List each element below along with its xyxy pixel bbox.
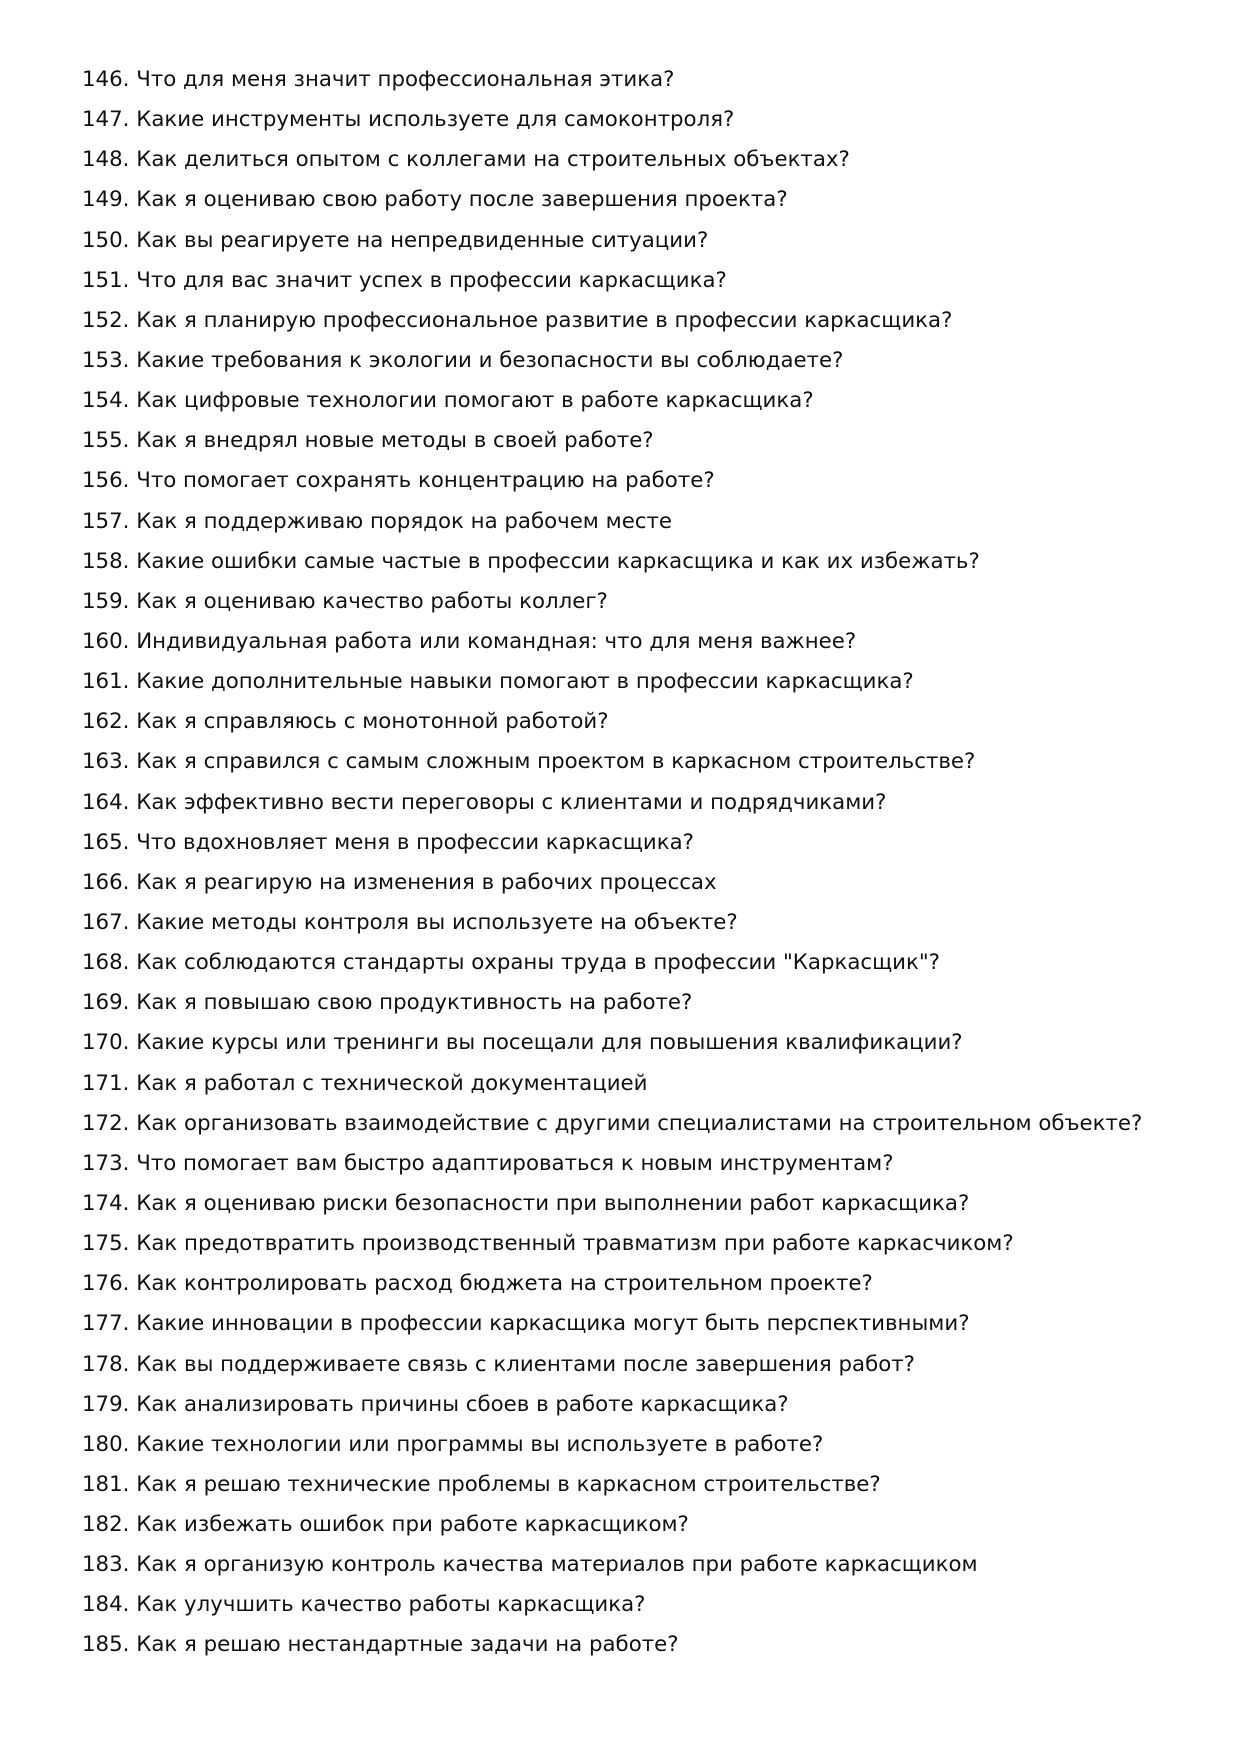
question-number: 167. (82, 909, 130, 935)
question-number: 185. (82, 1632, 130, 1658)
list-item (82, 261, 1212, 301)
list-item (82, 1144, 1212, 1184)
list-item (82, 1184, 1212, 1224)
question-number: 175. (82, 1231, 130, 1257)
question-number: 148. (82, 147, 130, 173)
question-text: Какие требования к экологии и безопасности вы соблюдаете? (136, 347, 844, 373)
question-text: Как я внедрял новые методы в своей работе? (136, 428, 654, 454)
question-text: Какие инновации в профессии каркасщика могут быть перспективными? (136, 1311, 970, 1337)
question-text: Что вдохновляет меня в профессии каркасщика? (136, 829, 694, 855)
list-item (82, 381, 1212, 421)
list-item (82, 502, 1212, 542)
list-item (82, 1465, 1212, 1505)
list-item (82, 1224, 1212, 1264)
question-text: Как контролировать расход бюджета на строительном проекте? (136, 1271, 873, 1297)
list-item (82, 421, 1212, 461)
question-number: 171. (82, 1070, 130, 1096)
question-number: 166. (82, 869, 130, 895)
question-text: Как вы реагируете на непредвиденные ситуации? (136, 227, 709, 253)
question-number: 152. (82, 307, 130, 333)
question-number: 174. (82, 1190, 130, 1216)
question-text: Какие инструменты используете для самоконтроля? (136, 107, 735, 133)
list-item (82, 1264, 1212, 1304)
question-number: 176. (82, 1271, 130, 1297)
list-item (82, 1625, 1212, 1665)
question-number: 155. (82, 428, 130, 454)
list-item (82, 622, 1212, 662)
question-number: 165. (82, 829, 130, 855)
list-item (82, 983, 1212, 1023)
list-item (82, 461, 1212, 501)
question-text: Индивидуальная работа или командная: что для меня важнее? (136, 628, 857, 654)
list-item (82, 943, 1212, 983)
list-item (82, 221, 1212, 261)
list-item (82, 1585, 1212, 1625)
question-text: Как вы поддерживаете связь с клиентами после завершения работ? (136, 1351, 915, 1377)
list-item (82, 662, 1212, 702)
question-number: 147. (82, 107, 130, 133)
question-text: Как я работал с технической документацией (136, 1070, 648, 1096)
question-text: Как я организую контроль качества материалов при работе каркасщиком (136, 1552, 978, 1578)
list-item (82, 702, 1212, 742)
question-text: Как я решаю технические проблемы в каркасном строительстве? (136, 1471, 881, 1497)
question-number: 151. (82, 267, 130, 293)
list-item (82, 140, 1212, 180)
question-number: 146. (82, 67, 130, 92)
question-number: 159. (82, 588, 130, 614)
question-text: Как я справился с самым сложным проектом в каркасном строительстве? (136, 749, 976, 775)
question-text: Как я оцениваю качество работы коллег? (136, 588, 608, 614)
question-number: 168. (82, 950, 130, 976)
question-number: 154. (82, 388, 130, 414)
list-item (82, 542, 1212, 582)
question-number: 149. (82, 187, 130, 213)
list-item (82, 1425, 1212, 1465)
list-item (82, 1505, 1212, 1545)
question-text: Как я оцениваю риски безопасности при выполнении работ каркасщика? (136, 1190, 970, 1216)
list-item (82, 742, 1212, 782)
question-text: Как избежать ошибок при работе каркасщиком? (136, 1512, 689, 1538)
question-number: 182. (82, 1512, 130, 1538)
question-number: 156. (82, 468, 130, 494)
list-item (82, 1345, 1212, 1385)
question-number: 169. (82, 990, 130, 1016)
list-item (82, 1545, 1212, 1585)
question-text: Как я решаю нестандартные задачи на работе? (136, 1632, 679, 1658)
question-text: Как я повышаю свою продуктивность на работе? (136, 990, 693, 1016)
question-number: 161. (82, 669, 130, 695)
question-number: 181. (82, 1471, 130, 1497)
question-number: 184. (82, 1592, 130, 1618)
list-item (82, 1023, 1212, 1063)
list-item (82, 1064, 1212, 1104)
question-text: Как эффективно вести переговоры с клиентами и подрядчиками? (136, 789, 887, 815)
question-number: 157. (82, 508, 130, 534)
question-text: Как делиться опытом с коллегами на строительных объектах? (136, 147, 850, 173)
question-number: 164. (82, 789, 130, 815)
question-number: 162. (82, 709, 130, 735)
question-number: 160. (82, 628, 130, 654)
question-number: 180. (82, 1431, 130, 1457)
question-text: Что для вас значит успех в профессии каркасщика? (136, 267, 727, 293)
question-text: Как я поддерживаю порядок на рабочем месте (136, 508, 673, 534)
question-text: Как цифровые технологии помогают в работе каркасщика? (136, 388, 814, 414)
list-item (82, 783, 1212, 823)
question-number: 179. (82, 1391, 130, 1417)
list-item (82, 341, 1212, 381)
list-item (82, 823, 1212, 863)
question-number: 153. (82, 347, 130, 373)
question-text: Что помогает вам быстро адаптироваться к новым инструментам? (136, 1150, 894, 1176)
question-number: 158. (82, 548, 130, 574)
question-text: Какие дополнительные навыки помогают в профессии каркасщика? (136, 669, 914, 695)
question-text: Какие технологии или программы вы используете в работе? (136, 1431, 824, 1457)
question-text: Как предотвратить производственный травматизм при работе каркасчиком? (136, 1231, 1014, 1257)
question-number: 172. (82, 1110, 130, 1136)
question-number: 150. (82, 227, 130, 253)
question-text: Что помогает сохранять концентрацию на работе? (136, 468, 715, 494)
question-text: Какие методы контроля вы используете на объекте? (136, 909, 738, 935)
question-text: Как я планирую профессиональное развитие в профессии каркасщика? (136, 307, 953, 333)
list-item (82, 100, 1212, 140)
question-number: 178. (82, 1351, 130, 1377)
question-text: Как улучшить качество работы каркасщика? (136, 1592, 646, 1618)
question-list (82, 60, 1212, 1666)
list-item (82, 60, 1212, 100)
question-text: Как я реагирую на изменения в рабочих процессах (136, 869, 717, 895)
question-text: Что для меня значит профессиональная этика? (136, 67, 675, 92)
question-number: 183. (82, 1552, 130, 1578)
question-text: Как я оцениваю свою работу после завершения проекта? (136, 187, 788, 213)
question-text: Как анализировать причины сбоев в работе каркасщика? (136, 1391, 789, 1417)
list-item (82, 863, 1212, 903)
list-item (82, 1385, 1212, 1425)
question-number: 177. (82, 1311, 130, 1337)
question-text: Как организовать взаимодействие с другими специалистами на строительном объекте? (136, 1110, 1143, 1136)
list-item (82, 1104, 1212, 1144)
list-item (82, 180, 1212, 220)
list-item (82, 1304, 1212, 1344)
question-number: 170. (82, 1030, 130, 1056)
list-item (82, 903, 1212, 943)
question-text: Какие ошибки самые частые в профессии каркасщика и как их избежать? (136, 548, 980, 574)
list-item (82, 582, 1212, 622)
list-item (82, 301, 1212, 341)
question-number: 173. (82, 1150, 130, 1176)
question-text: Как я справляюсь с монотонной работой? (136, 709, 609, 735)
question-text: Как соблюдаются стандарты охраны труда в профессии "Каркасщик"? (136, 950, 940, 976)
question-text: Какие курсы или тренинги вы посещали для повышения квалификации? (136, 1030, 963, 1056)
question-number: 163. (82, 749, 130, 775)
